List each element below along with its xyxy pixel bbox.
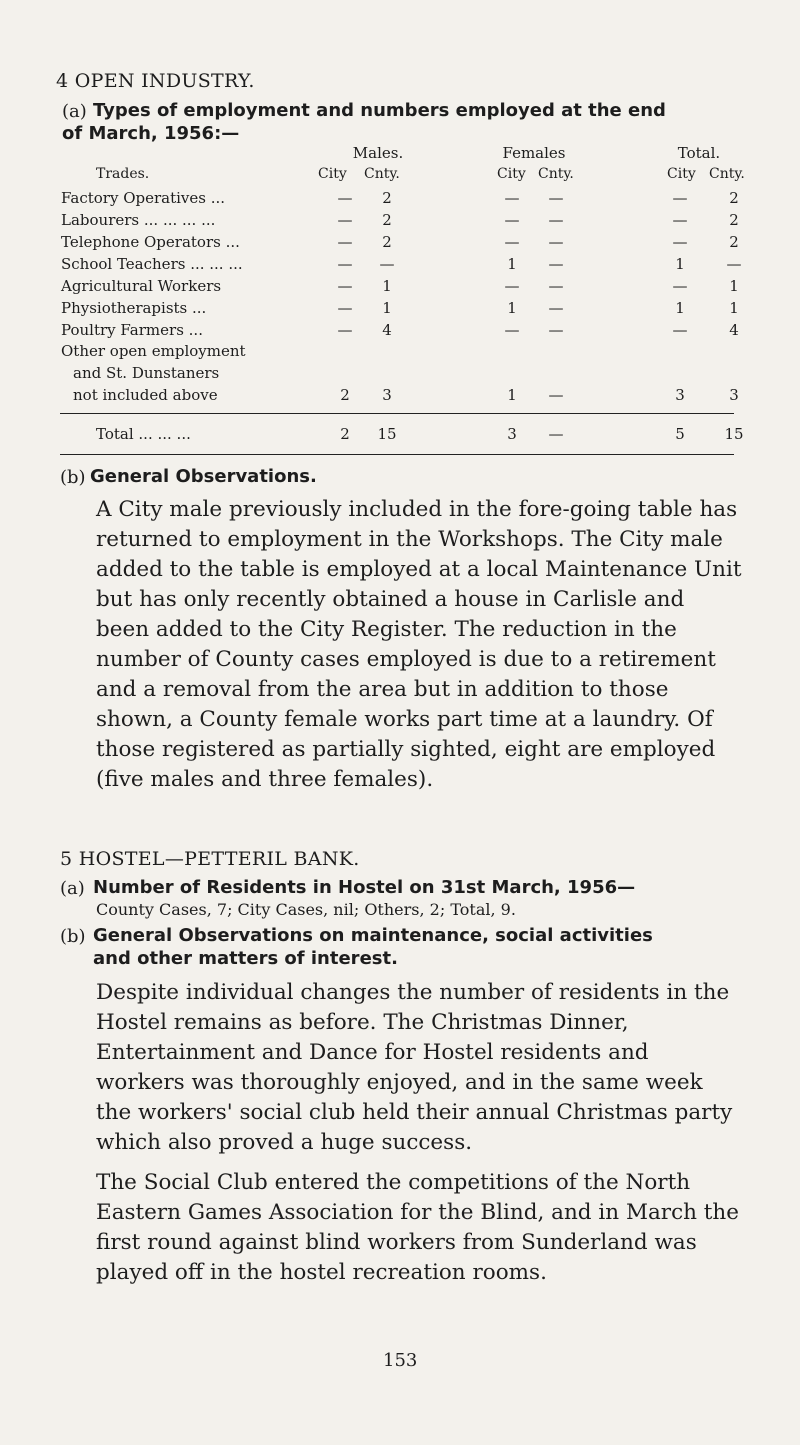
table-row-trade: Telephone Operators ... bbox=[61, 233, 240, 251]
section-4a-title-line2: of March, 1956:— bbox=[62, 123, 240, 144]
section-4a-title-line1: Types of employment and numbers employed at the end bbox=[93, 100, 666, 121]
table-row-trade: Factory Operatives ... bbox=[61, 189, 226, 207]
total-cell: 15 bbox=[724, 425, 744, 443]
table-cell: — bbox=[548, 386, 564, 404]
subheader-total-cnty: Cnty. bbox=[709, 166, 745, 182]
section-5b-title-line1: General Observations on maintenance, social activities bbox=[93, 925, 653, 946]
table-row-trade: Agricultural Workers bbox=[61, 277, 222, 295]
table-cell: — bbox=[548, 321, 564, 339]
table-cell: 2 bbox=[340, 386, 350, 404]
header-females: Females bbox=[502, 144, 566, 162]
table-cell: — bbox=[548, 211, 564, 229]
table-top-rule bbox=[60, 413, 734, 414]
header-trades: Trades. bbox=[96, 166, 150, 182]
table-cell: — bbox=[672, 233, 688, 251]
table-cell: — bbox=[504, 233, 520, 251]
section-4b-title: General Observations. bbox=[90, 466, 317, 487]
table-cell: 1 bbox=[675, 255, 685, 273]
table-cell: — bbox=[337, 277, 353, 295]
total-cell: 5 bbox=[675, 425, 685, 443]
table-cell: — bbox=[726, 255, 742, 273]
table-row-trade-line2: and St. Dunstaners bbox=[73, 364, 220, 382]
total-cell: — bbox=[548, 425, 564, 443]
table-cell: — bbox=[504, 189, 520, 207]
table-row-trade: School Teachers ... ... ... bbox=[61, 255, 243, 273]
total-cell: 3 bbox=[507, 425, 517, 443]
section-4-heading: 4 OPEN INDUSTRY. bbox=[56, 70, 255, 92]
table-row-trade: Physiotherapists ... bbox=[61, 299, 207, 317]
table-row-trade-line1: Other open employment bbox=[61, 342, 246, 360]
table-cell: 1 bbox=[729, 277, 739, 295]
table-cell: 3 bbox=[729, 386, 739, 404]
header-males: Males. bbox=[352, 144, 404, 162]
table-cell: 3 bbox=[675, 386, 685, 404]
table-cell: 1 bbox=[507, 255, 517, 273]
table-bottom-rule bbox=[60, 454, 734, 455]
section-5a-detail: County Cases, 7; City Cases, nil; Others, 2; Total, 9. bbox=[96, 900, 516, 919]
table-cell: 3 bbox=[382, 386, 392, 404]
table-cell: — bbox=[672, 189, 688, 207]
table-cell: — bbox=[672, 277, 688, 295]
section-5b-title-line2: and other matters of interest. bbox=[93, 948, 398, 969]
table-cell: — bbox=[337, 255, 353, 273]
table-row-trade: Labourers ... ... ... ... bbox=[61, 211, 216, 229]
table-row-trade: Poultry Farmers ... bbox=[61, 321, 203, 339]
subheader-total-city: City bbox=[667, 166, 696, 182]
subheader-males-cnty: Cnty. bbox=[364, 166, 400, 182]
table-cell: — bbox=[548, 255, 564, 273]
table-cell: 1 bbox=[382, 299, 392, 317]
section-5b-paragraph-1: Despite individual changes the number of residents in the Hostel remains as before. The Christmas Dinner, Entertainment and Dance for Hostel residents and workers was thoroughly enjoyed, and in the same week the workers' social club held their annual Christmas party which also proved a huge success. bbox=[96, 980, 733, 1155]
table-cell: — bbox=[337, 233, 353, 251]
table-cell: 1 bbox=[382, 277, 392, 295]
section-5b-paragraph-2: The Social Club entered the competitions of the North Eastern Games Association for the Blind, and in March the first round against blind workers from Sunderland was played off in the hostel recreation rooms. bbox=[96, 1170, 740, 1285]
table-cell: — bbox=[337, 299, 353, 317]
table-row-trade-line3: not included above bbox=[73, 386, 218, 404]
subheader-males-city: City bbox=[318, 166, 347, 182]
table-cell: 1 bbox=[507, 299, 517, 317]
table-cell: 1 bbox=[729, 299, 739, 317]
table-cell: — bbox=[548, 189, 564, 207]
table-cell: — bbox=[548, 299, 564, 317]
total-cell: 2 bbox=[340, 425, 350, 443]
table-cell: 4 bbox=[729, 321, 739, 339]
table-cell: 2 bbox=[382, 189, 392, 207]
total-label: Total ... ... ... bbox=[96, 425, 191, 443]
table-cell: — bbox=[672, 321, 688, 339]
subheader-females-cnty: Cnty. bbox=[538, 166, 574, 182]
table-cell: — bbox=[504, 277, 520, 295]
table-cell: — bbox=[548, 233, 564, 251]
table-cell: — bbox=[337, 189, 353, 207]
table-cell: — bbox=[379, 255, 395, 273]
section-5a-marker: (a) bbox=[60, 878, 85, 899]
table-cell: — bbox=[504, 321, 520, 339]
section-4b-marker: (b) bbox=[60, 467, 86, 488]
table-cell: — bbox=[504, 211, 520, 229]
subheader-females-city: City bbox=[497, 166, 526, 182]
table-cell: 2 bbox=[729, 189, 739, 207]
section-4b-paragraph: A City male previously included in the fore-going table has returned to employment in the Workshops. The City male added to the table is employed at a local Maintenance Unit but has only recently obtained a house in Carlisle and been added to the City Register. The reduction in the number of County cases employed is due to a retirement and a removal from the area but in addition to those shown, a County female works part time at a laundry. Of those registered as partially sighted, eight are employed (five males and three females). bbox=[96, 497, 742, 792]
table-cell: 2 bbox=[729, 211, 739, 229]
table-cell: — bbox=[672, 211, 688, 229]
table-cell: 2 bbox=[382, 233, 392, 251]
section-4a-marker: (a) bbox=[62, 101, 87, 122]
table-cell: — bbox=[337, 211, 353, 229]
table-cell: 4 bbox=[382, 321, 392, 339]
table-cell: — bbox=[337, 321, 353, 339]
table-cell: 2 bbox=[382, 211, 392, 229]
page-number: 153 bbox=[383, 1350, 418, 1371]
table-cell: 1 bbox=[507, 386, 517, 404]
section-5a-title: Number of Residents in Hostel on 31st March, 1956— bbox=[93, 877, 636, 898]
header-total: Total. bbox=[677, 144, 721, 162]
table-cell: 2 bbox=[729, 233, 739, 251]
section-5b-marker: (b) bbox=[60, 926, 86, 947]
total-cell: 15 bbox=[377, 425, 397, 443]
section-5-heading: 5 HOSTEL—PETTERIL BANK. bbox=[60, 848, 360, 870]
table-cell: 1 bbox=[675, 299, 685, 317]
table-cell: — bbox=[548, 277, 564, 295]
